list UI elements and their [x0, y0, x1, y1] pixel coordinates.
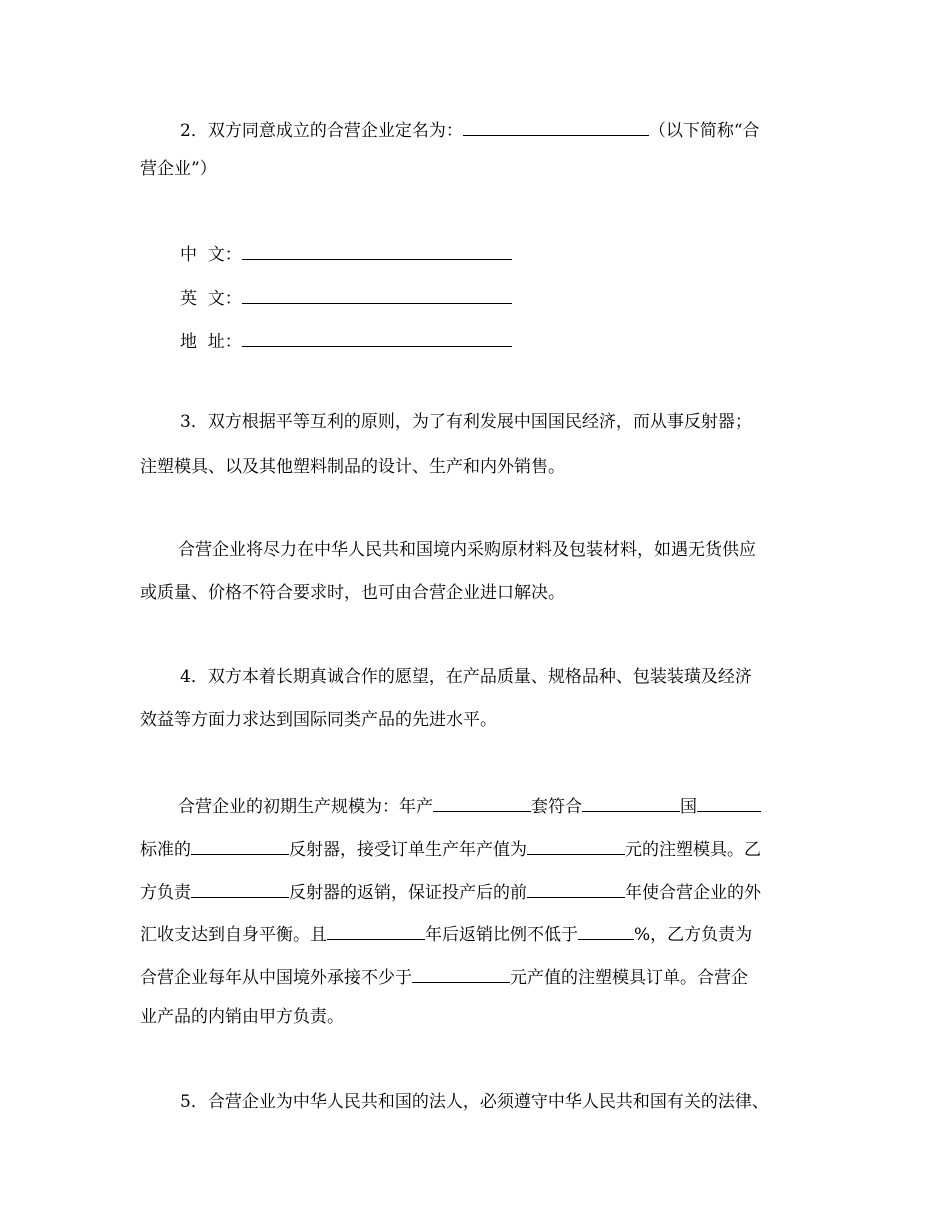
clause3-line2: [140, 456, 565, 478]
scale-text: 汇收支达到自身平衡。且: [140, 925, 327, 945]
scale-text: 合营企业的初期生产规模为：年产: [178, 797, 433, 817]
scale-text: 国: [680, 797, 697, 817]
procurement-line1: [178, 539, 756, 561]
clause4-line1: [180, 666, 752, 688]
chinese-name-label: 中 文：: [180, 245, 242, 265]
scale-text: 标准的: [140, 840, 191, 860]
clause5-text: 5．合营企业为中华人民共和国的法人，必须遵守中华人民共和国有关的法律、: [180, 1092, 769, 1112]
english-name-row: [180, 285, 512, 310]
scale-line1: [178, 793, 761, 818]
order-value-blank[interactable]: [527, 836, 625, 855]
scale-line6: [140, 1006, 344, 1028]
mold-orders-blank[interactable]: [412, 964, 510, 983]
scale-line2: [140, 836, 761, 861]
scale-text: 合营企业每年从中国境外承接不少于: [140, 968, 412, 988]
address-label: 地 址：: [180, 332, 242, 352]
buyback-blank[interactable]: [191, 879, 289, 898]
scale-text: 套符合: [531, 797, 582, 817]
scale-text: 年后返销比例不低于: [425, 925, 578, 945]
scale-text: 方负责: [140, 883, 191, 903]
scale-text: 元的注塑模具。乙: [625, 840, 761, 860]
years-blank[interactable]: [527, 879, 625, 898]
scale-line5: [140, 964, 748, 989]
english-name-blank[interactable]: [242, 285, 512, 304]
clause2-text-cont: 营企业”）: [140, 159, 217, 179]
procurement-text-cont: 或质量、价格不符合要求时，也可由合营企业进口解决。: [140, 583, 565, 603]
scale-text: %，乙方负责为: [634, 925, 753, 945]
clause2-text: 2．双方同意成立的合营企业定名为：: [180, 121, 463, 141]
english-name-label: 英 文：: [180, 289, 242, 309]
chinese-name-row: [180, 241, 512, 266]
clause4-text: 4．双方本着长期真诚合作的愿望，在产品质量、规格品种、包装装璜及经济: [180, 667, 752, 687]
annual-output-blank[interactable]: [433, 793, 531, 812]
scale-text: 反射器，接受订单生产年产值为: [289, 840, 527, 860]
clause5-line1: [180, 1091, 769, 1113]
years-after-blank[interactable]: [327, 921, 425, 940]
clause2-suffix: （以下简称“合: [648, 121, 760, 141]
procurement-text: 合营企业将尽力在中华人民共和国境内采购原材料及包装材料，如遇无货供应: [178, 540, 756, 560]
scale-text: 业产品的内销由甲方负责。: [140, 1007, 344, 1027]
scale-text: 年使合营企业的外: [625, 883, 761, 903]
clause3-text-cont: 注塑模具、以及其他塑料制品的设计、生产和内外销售。: [140, 457, 565, 477]
clause4-text-cont: 效益等方面力求达到国际同类产品的先进水平。: [140, 710, 497, 730]
procurement-line2: [140, 582, 565, 604]
scale-line4: [140, 921, 752, 946]
reflector-type-blank[interactable]: [191, 836, 289, 855]
scale-text: 元产值的注塑模具订单。合营企: [510, 968, 748, 988]
scale-line3: [140, 879, 761, 904]
standard-blank[interactable]: [697, 793, 761, 812]
clause3-line1: [180, 411, 752, 433]
clause3-text: 3．双方根据平等互利的原则，为了有利发展中国国民经济，而从事反射器；: [180, 412, 752, 432]
clause4-line2: [140, 709, 497, 731]
chinese-name-blank[interactable]: [242, 241, 512, 260]
scale-text: 反射器的返销，保证投产后的前: [289, 883, 527, 903]
country-blank[interactable]: [582, 793, 680, 812]
address-blank[interactable]: [242, 328, 512, 347]
jv-name-blank[interactable]: [463, 117, 649, 136]
clause2-line1: [180, 117, 760, 142]
address-row: [180, 328, 512, 353]
percent-blank[interactable]: [578, 921, 634, 940]
clause2-line2: [140, 158, 217, 180]
